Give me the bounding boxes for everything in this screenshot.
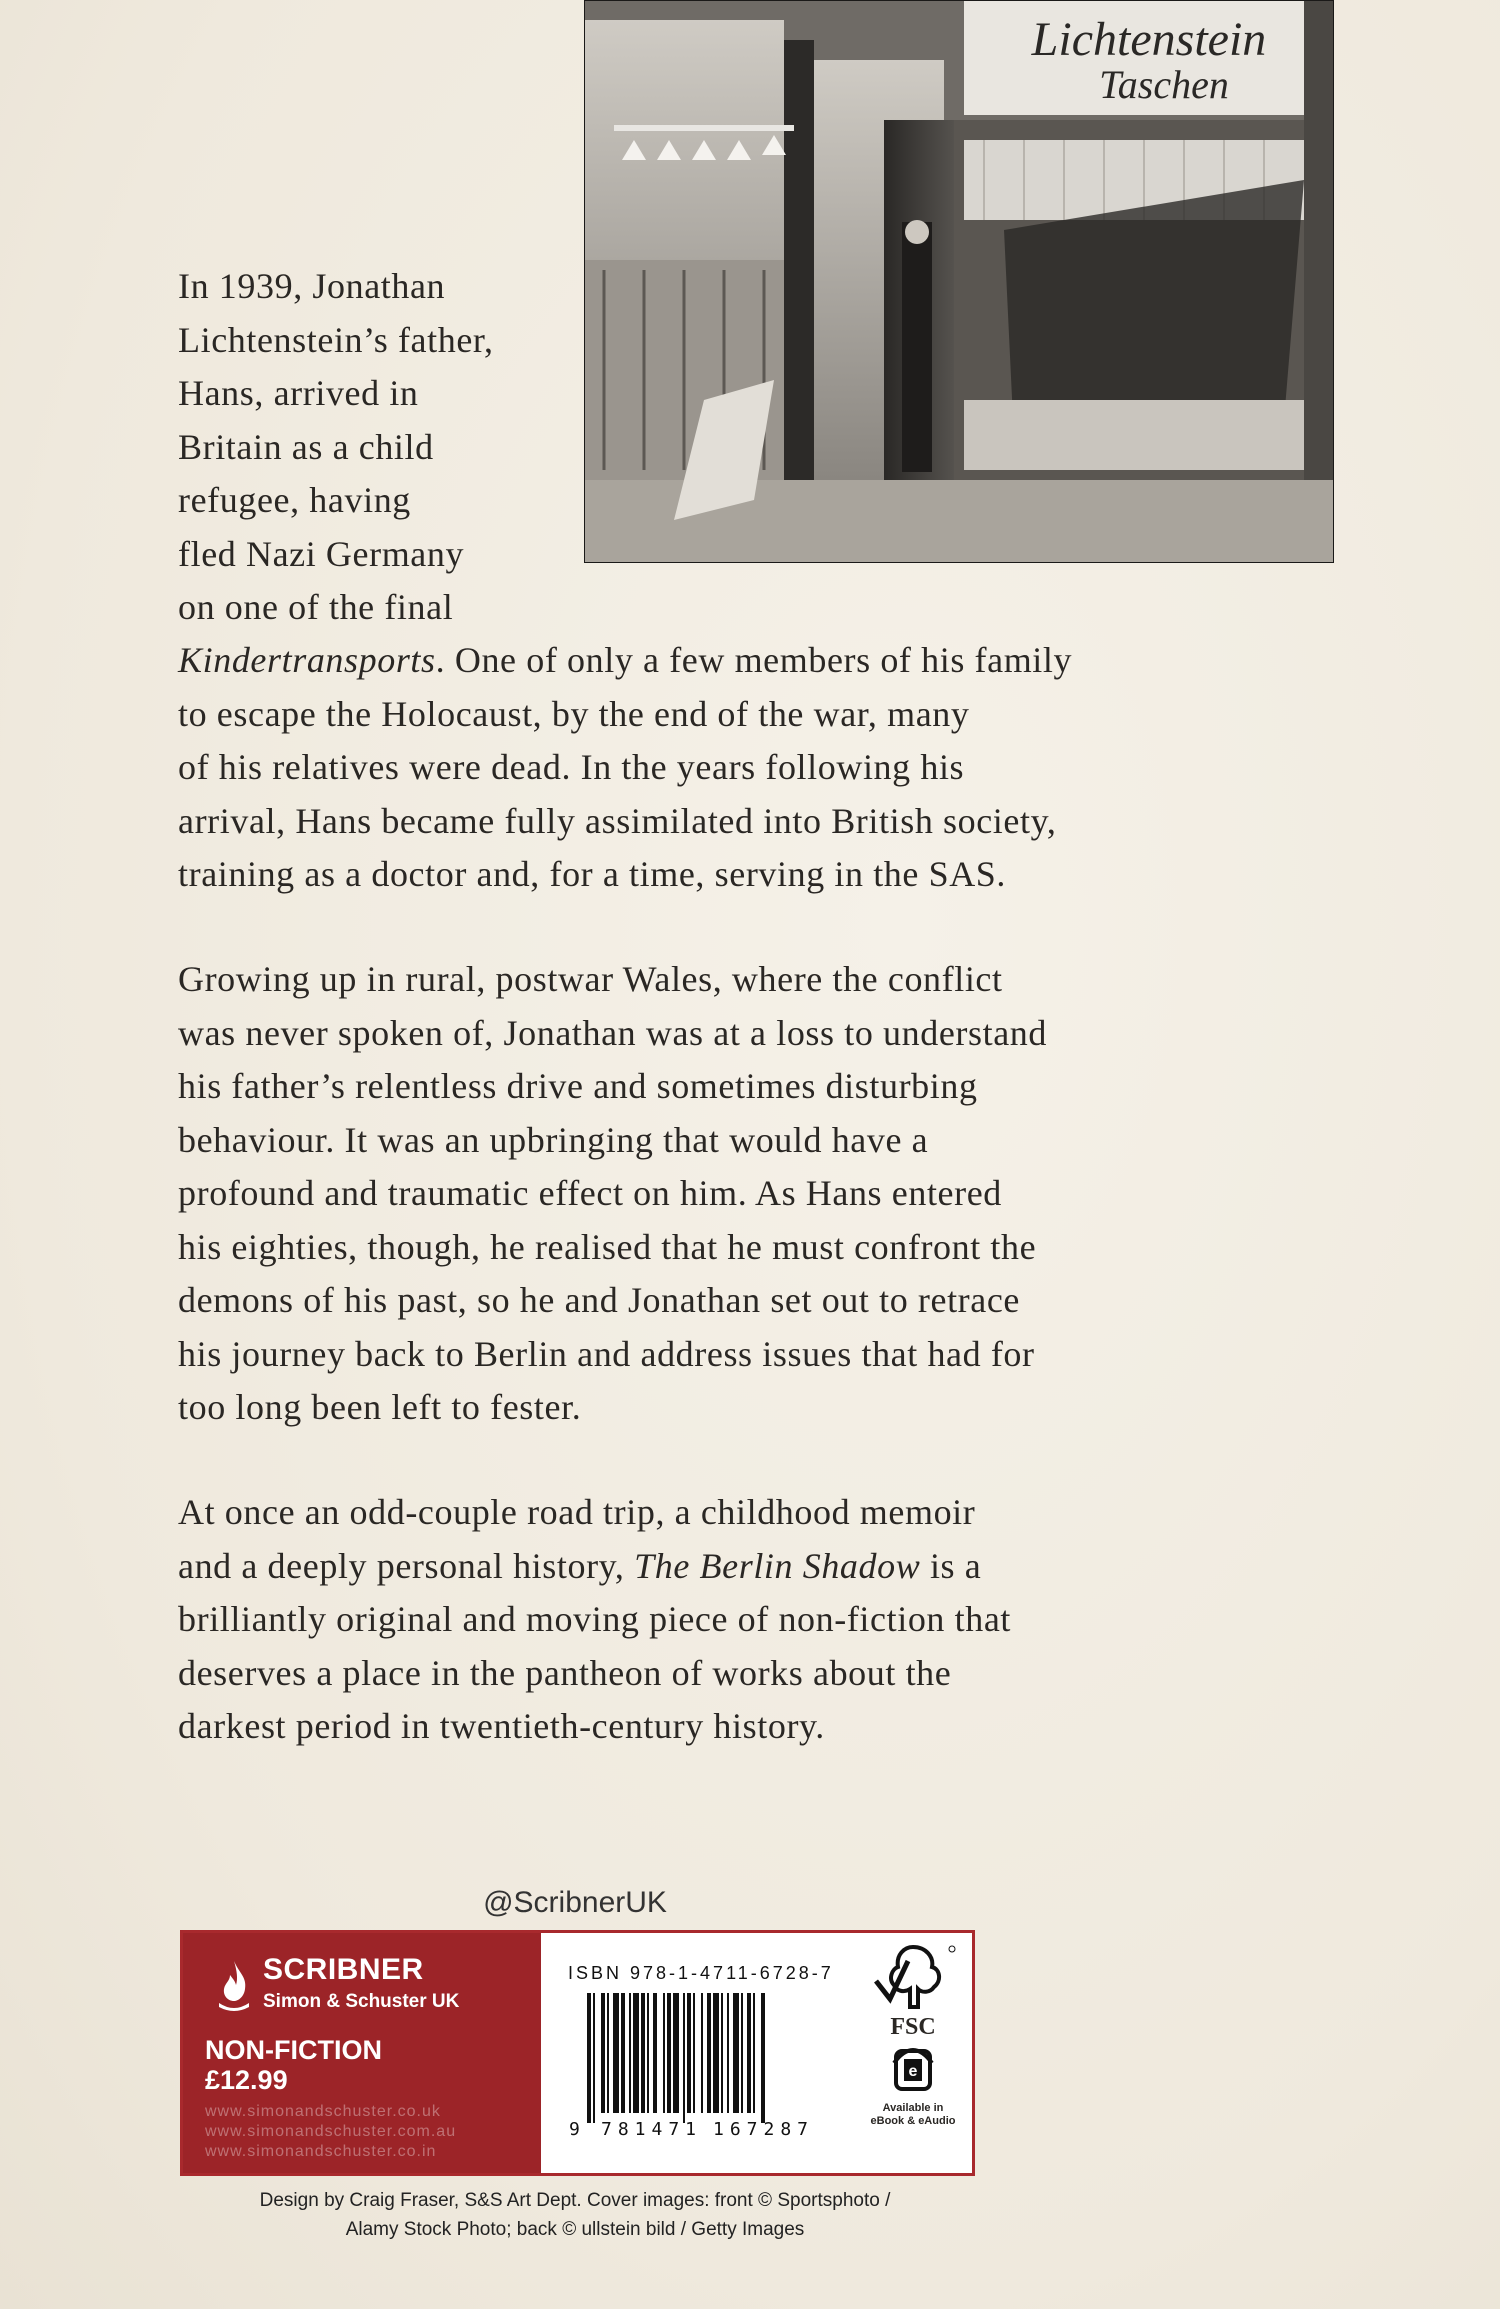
imprint-name: Simon & Schuster UK [263, 1991, 460, 2012]
blurb-paragraph-3 [178, 1486, 1011, 1754]
barcode-bar [687, 1993, 691, 2113]
blurb-line [178, 1540, 1011, 1594]
blurb-paragraph-2 [178, 953, 1047, 1435]
barcode-bar [601, 1993, 605, 2113]
blurb-line-rest: . One of only a few members of his family [435, 640, 1073, 680]
barcode-bar [653, 1993, 657, 2113]
blurb-line: behaviour. It was an upbringing that would have a [178, 1119, 929, 1160]
svg-text:e: e [908, 2063, 918, 2080]
blurb-line-post: is a [920, 1545, 982, 1586]
blurb-paragraph-1 [178, 634, 1072, 902]
barcode-bar [701, 1993, 703, 2113]
barcode-bar [683, 1993, 685, 2123]
shop-window-photo [584, 0, 1334, 563]
availability-line: eBook & eAudio [870, 2115, 956, 2127]
publisher-panel [180, 1930, 975, 2176]
blurb-line: Growing up in rural, postwar Wales, where the conflict [178, 959, 1003, 999]
isbn-label: ISBN 978-1-4711-6728-7 [568, 1963, 834, 1983]
barcode-digit-lead: 9 [569, 2119, 586, 2140]
blurb-line: to escape the Holocaust, by the end of the war, many [178, 693, 970, 734]
twitter-handle: @ScribnerUK [483, 1886, 667, 1919]
barcode-bar [629, 1993, 631, 2113]
barcode-bar [693, 1993, 695, 2113]
fsc-block [858, 1941, 968, 2128]
blurb-line: At once an odd-couple road trip, a childhood memoir [178, 1492, 976, 1532]
book-title-italic: The Berlin Shadow [634, 1545, 921, 1586]
kindertransports-italic: Kindertransports [178, 640, 436, 680]
blurb-line: darkest period in twentieth-century history. [178, 1706, 825, 1746]
barcode-bar [733, 1993, 739, 2113]
barcode-bar [587, 1993, 591, 2123]
blurb-line: too long been left to fester. [178, 1387, 582, 1427]
barcode-digits-right: 167287 [713, 2119, 815, 2140]
barcode-bar [647, 1993, 649, 2113]
blurb-line: In 1939, Jonathan [178, 266, 446, 306]
blurb-line: Britain as a child [178, 426, 434, 467]
website-link: www.simonandschuster.com.au [205, 2123, 457, 2140]
fsc-tree-icon [868, 1941, 958, 2013]
blurb-line-pre: and a deeply personal history, [178, 1545, 635, 1586]
publisher-block [183, 1933, 541, 2173]
barcode-bar [641, 1993, 645, 2113]
barcode-bar [613, 1993, 619, 2113]
sign-line1: Lichtenstein [1031, 13, 1267, 66]
blurb-line [178, 634, 1072, 688]
blurb-line: fled Nazi Germany [178, 533, 465, 574]
credit-line: Alamy Stock Photo; back © ullstein bild / Getty Images [345, 2219, 805, 2240]
barcode [587, 1993, 837, 2123]
barcode-bar [607, 1993, 609, 2113]
blurb-line: his eighties, though, he realised that he must confront the [178, 1226, 1037, 1267]
blurb-line: Hans, arrived in [178, 373, 419, 413]
barcode-bar [707, 1993, 711, 2113]
sign-line2: Taschen [1099, 62, 1229, 107]
price-label: £12.99 [205, 2065, 288, 2095]
barcode-bar [663, 1993, 665, 2113]
barcode-bar [633, 1993, 639, 2113]
ebook-audio-icon [890, 2041, 936, 2093]
blurb-line: brilliantly original and moving piece of non-fiction that [178, 1599, 1012, 1639]
availability-line: Available in [882, 2102, 944, 2114]
blurb-line: of his relatives were dead. In the years following his [178, 747, 965, 787]
blurb-line: on one of the final [178, 587, 454, 627]
barcode-bar [727, 1993, 729, 2113]
credit-line: Design by Craig Fraser, S&S Art Dept. Cover images: front © Sportsphoto / [259, 2190, 891, 2211]
brand-name: SCRIBNER [263, 1953, 424, 1986]
barcode-bar [761, 1993, 765, 2123]
flame-icon [215, 1959, 253, 2013]
barcode-bar [667, 1993, 671, 2113]
website-link: www.simonandschuster.co.uk [205, 2103, 441, 2120]
blurb-line: deserves a place in the pantheon of works about the [178, 1652, 952, 1693]
blurb-line: demons of his past, so he and Jonathan set out to retrace [178, 1280, 1021, 1320]
barcode-digits-left: 781471 [601, 2119, 703, 2140]
blurb-line: his father’s relentless drive and sometimes disturbing [178, 1066, 978, 1106]
website-link: www.simonandschuster.co.in [205, 2143, 437, 2160]
blurb-line: refugee, having [178, 480, 411, 520]
category-label: NON-FICTION [205, 2035, 382, 2065]
blurb-paragraph-1-intro [178, 260, 558, 635]
barcode-bar [593, 1993, 595, 2123]
barcode-bar [747, 1993, 751, 2113]
design-credits [0, 2186, 1150, 2244]
blurb-line: profound and traumatic effect on him. As Hans entered [178, 1173, 1002, 1213]
fsc-label: FSC [890, 2014, 936, 2040]
barcode-bar [673, 1993, 679, 2113]
barcode-bar [741, 1993, 743, 2113]
blurb-line: Lichtenstein’s father, [178, 319, 494, 360]
barcode-bar [753, 1993, 755, 2113]
blurb-line: training as a doctor and, for a time, serving in the SAS. [178, 854, 1007, 894]
barcode-bar [721, 1993, 723, 2113]
blurb-line: was never spoken of, Jonathan was at a loss to understand [178, 1012, 1048, 1053]
barcode-bar [621, 1993, 625, 2113]
blurb-line: arrival, Hans became fully assimilated into British society, [178, 800, 1057, 841]
barcode-bar [713, 1993, 719, 2113]
availability-label [858, 2102, 968, 2128]
blurb-line: his journey back to Berlin and address issues that had for [178, 1333, 1035, 1374]
